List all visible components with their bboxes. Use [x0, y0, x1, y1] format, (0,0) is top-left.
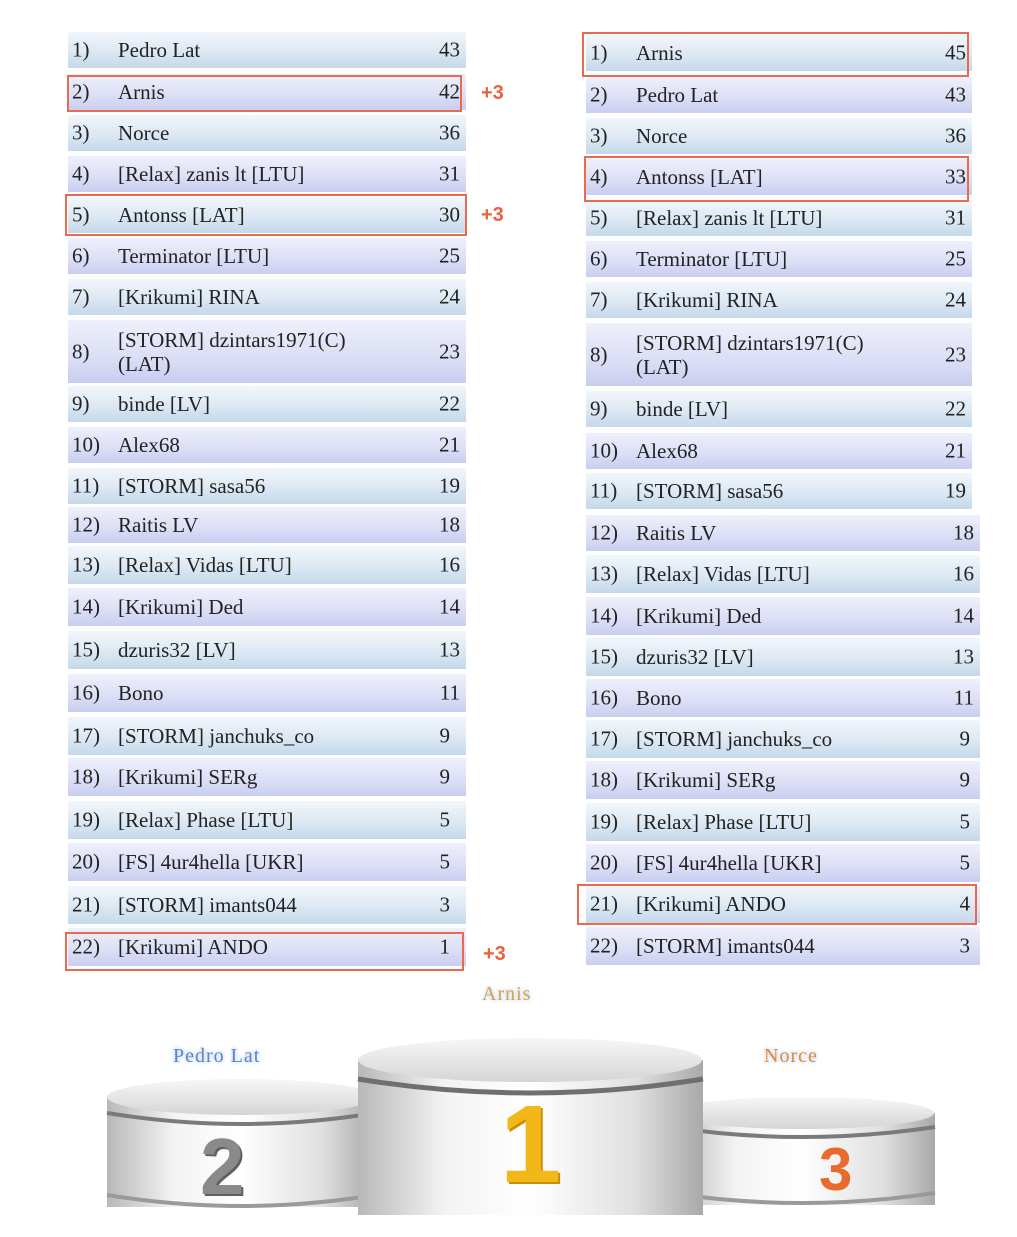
- player-name-cell: [Relax] zanis lt [LTU]: [118, 162, 305, 186]
- rank-cell: 14): [590, 603, 618, 628]
- rank-cell: 8): [72, 339, 90, 363]
- player-name-cell: [Relax] Phase [LTU]: [636, 810, 812, 834]
- player-name-cell: [Relax] zanis lt [LTU]: [636, 206, 823, 230]
- rank-cell: 12): [590, 520, 618, 545]
- player-name-cell: Arnis: [636, 41, 683, 65]
- score-cell: 31: [945, 205, 966, 230]
- table-row: [68, 279, 466, 315]
- table-row: [68, 238, 466, 274]
- highlight-box: [65, 194, 467, 236]
- rank-cell: 21): [72, 892, 100, 917]
- rank-cell: 9): [590, 396, 608, 421]
- score-cell: 5: [959, 809, 970, 834]
- table-row: [586, 323, 972, 386]
- score-cell: 36: [439, 120, 460, 145]
- player-name-cell: Norce: [118, 121, 170, 145]
- rank-cell: 9): [72, 391, 90, 416]
- score-cell: 16: [953, 561, 974, 586]
- table-row: [68, 320, 466, 383]
- player-name-cell: [STORM] sasa56: [118, 474, 266, 498]
- rank-cell: 22): [590, 933, 618, 958]
- rank-cell: 17): [590, 726, 618, 751]
- table-row: [586, 391, 972, 427]
- player-name-cell: Bono: [636, 686, 682, 710]
- score-cell: 14: [439, 594, 460, 619]
- player-name-cell: [Krikumi] ANDO: [118, 935, 268, 959]
- score-cell: 13: [439, 637, 460, 662]
- score-cell: 23: [439, 339, 460, 363]
- rank-cell: 19): [72, 807, 100, 832]
- score-cell: 42: [439, 79, 460, 104]
- rank-cell: 6): [72, 243, 90, 268]
- highlight-box: [577, 884, 977, 925]
- table-row: [68, 588, 466, 626]
- score-cell: 43: [439, 37, 460, 62]
- score-cell: 22: [945, 396, 966, 421]
- player-name-cell: [Krikumi] RINA: [636, 288, 778, 312]
- rank-cell: 2): [590, 82, 608, 107]
- rank-cell: 19): [590, 809, 618, 834]
- table-row: [68, 507, 466, 543]
- player-name-cell: Bono: [118, 681, 164, 705]
- rank-cell: 2): [72, 79, 90, 104]
- rank-cell: 1): [590, 40, 608, 65]
- rank-cell: 13): [72, 552, 100, 577]
- table-row: [68, 843, 466, 881]
- table-row: [586, 638, 980, 676]
- rank-cell: 13): [590, 561, 618, 586]
- score-cell: 9: [959, 726, 970, 751]
- rank-cell: 5): [590, 205, 608, 230]
- player-name-cell: [STORM] imants044: [118, 893, 297, 917]
- player-name-cell: [STORM] dzintars1971(C) (LAT): [636, 330, 864, 379]
- podium: [105, 1035, 940, 1215]
- score-cell: 24: [945, 287, 966, 312]
- rank-cell: 21): [590, 891, 618, 916]
- rank-cell: 6): [590, 246, 608, 271]
- podium-numeral-3: 3: [819, 1136, 853, 1203]
- score-cell: 19: [945, 478, 966, 503]
- score-cell: 4: [959, 891, 970, 916]
- rank-cell: 22): [72, 934, 100, 959]
- score-cell: 5: [439, 849, 450, 874]
- rank-cell: 12): [72, 512, 100, 537]
- bonus-label: +3: [481, 204, 504, 226]
- player-name-cell: [Relax] Phase [LTU]: [118, 808, 294, 832]
- table-row: [586, 761, 980, 799]
- table-row: [586, 118, 972, 154]
- table-row: [586, 803, 980, 841]
- player-name-cell: [STORM] sasa56: [636, 479, 784, 503]
- rank-cell: 15): [590, 644, 618, 669]
- score-cell: 31: [439, 161, 460, 186]
- score-cell: 13: [953, 644, 974, 669]
- score-cell: 16: [439, 552, 460, 577]
- highlight-box: [65, 932, 464, 971]
- score-cell: 22: [439, 391, 460, 416]
- rank-cell: 10): [72, 432, 100, 457]
- table-row: [586, 200, 972, 236]
- rank-cell: 7): [72, 284, 90, 309]
- score-cell: 21: [945, 438, 966, 463]
- score-cell: 30: [439, 202, 460, 227]
- rank-cell: 3): [72, 120, 90, 145]
- player-name-cell: [STORM] janchuks_co: [636, 727, 833, 751]
- score-cell: 21: [439, 432, 460, 457]
- rank-cell: 20): [72, 849, 100, 874]
- score-cell: 11: [439, 680, 460, 705]
- score-cell: 23: [945, 342, 966, 366]
- rank-cell: 1): [72, 37, 90, 62]
- rank-cell: 20): [590, 850, 618, 875]
- table-row: [586, 473, 972, 509]
- player-name-cell: [Krikumi] ANDO: [636, 892, 786, 916]
- table-row: [68, 674, 466, 712]
- player-name-cell: [STORM] dzintars1971(C) (LAT): [118, 327, 346, 376]
- player-name-cell: [Krikumi] SERg: [118, 765, 258, 789]
- rank-cell: 7): [590, 287, 608, 312]
- table-row: [68, 546, 466, 584]
- rank-cell: 16): [590, 685, 618, 710]
- player-name-cell: [Relax] Vidas [LTU]: [118, 553, 292, 577]
- score-cell: 33: [945, 164, 966, 189]
- score-cell: 18: [439, 512, 460, 537]
- table-row: [68, 156, 466, 192]
- player-name-cell: Arnis: [118, 80, 165, 104]
- score-cell: 25: [439, 243, 460, 268]
- podium-third-step: [670, 1097, 935, 1205]
- table-row: [586, 282, 972, 318]
- player-name-cell: Alex68: [118, 433, 180, 457]
- score-cell: 45: [945, 40, 966, 65]
- bonus-label: +3: [481, 82, 504, 104]
- table-row: [586, 720, 980, 758]
- score-cell: 14: [953, 603, 974, 628]
- rank-cell: 8): [590, 342, 608, 366]
- player-name-cell: binde [LV]: [118, 392, 210, 416]
- rank-cell: 4): [590, 164, 608, 189]
- player-name-cell: Raitis LV: [118, 513, 199, 537]
- table-row: [68, 32, 466, 68]
- player-name-cell: Pedro Lat: [636, 83, 719, 107]
- table-row: [586, 927, 980, 965]
- score-cell: 1: [439, 934, 450, 959]
- highlight-box: [582, 32, 969, 77]
- player-name-cell: dzuris32 [LV]: [118, 638, 236, 662]
- podium-numeral-2: 2: [200, 1122, 245, 1211]
- table-row: [68, 758, 466, 796]
- player-name-cell: [Krikumi] SERg: [636, 768, 776, 792]
- table-row: [68, 801, 466, 839]
- player-name-cell: Terminator [LTU]: [118, 244, 270, 268]
- score-cell: 36: [945, 123, 966, 148]
- player-name-cell: [Krikumi] Ded: [636, 604, 762, 628]
- table-row: [68, 717, 466, 755]
- rank-cell: 18): [72, 764, 100, 789]
- rank-cell: 11): [590, 478, 618, 503]
- score-cell: 43: [945, 82, 966, 107]
- table-row: [586, 77, 972, 113]
- rank-cell: 15): [72, 637, 100, 662]
- rank-cell: 17): [72, 723, 100, 748]
- podium-second-name: Pedro Lat: [173, 1045, 261, 1067]
- rank-cell: 14): [72, 594, 100, 619]
- highlight-box: [584, 156, 969, 202]
- player-name-cell: [STORM] imants044: [636, 934, 815, 958]
- table-row: [68, 468, 466, 504]
- table-row: [586, 241, 972, 277]
- table-row: [68, 886, 466, 924]
- player-name-cell: [FS] 4ur4hella [UKR]: [118, 850, 304, 874]
- table-row: [68, 115, 466, 151]
- player-name-cell: Antonss [LAT]: [118, 203, 245, 227]
- player-name-cell: [Krikumi] RINA: [118, 285, 260, 309]
- player-name-cell: [Relax] Vidas [LTU]: [636, 562, 810, 586]
- score-cell: 9: [439, 723, 450, 748]
- score-cell: 5: [959, 850, 970, 875]
- table-row: [586, 555, 980, 593]
- table-row: [68, 427, 466, 463]
- table-row: [68, 631, 466, 669]
- score-cell: 5: [439, 807, 450, 832]
- player-name-cell: dzuris32 [LV]: [636, 645, 754, 669]
- table-row: [586, 597, 980, 635]
- table-row: [586, 433, 972, 469]
- rank-cell: 10): [590, 438, 618, 463]
- podium-third-name: Norce: [764, 1045, 818, 1067]
- table-row: [586, 679, 980, 717]
- player-name-cell: Norce: [636, 124, 688, 148]
- score-cell: 25: [945, 246, 966, 271]
- score-cell: 9: [439, 764, 450, 789]
- player-name-cell: binde [LV]: [636, 397, 728, 421]
- player-name-cell: [Krikumi] Ded: [118, 595, 244, 619]
- highlight-box: [67, 75, 462, 112]
- player-name-cell: Raitis LV: [636, 521, 717, 545]
- bonus-label: +3: [483, 943, 506, 965]
- player-name-cell: Pedro Lat: [118, 38, 201, 62]
- score-cell: 24: [439, 284, 460, 309]
- rank-cell: 18): [590, 767, 618, 792]
- player-name-cell: Terminator [LTU]: [636, 247, 788, 271]
- table-row: [68, 386, 466, 422]
- score-cell: 3: [959, 933, 970, 958]
- podium-numeral-1: 1: [500, 1083, 562, 1206]
- player-name-cell: Alex68: [636, 439, 698, 463]
- rank-cell: 16): [72, 680, 100, 705]
- rank-cell: 5): [72, 202, 90, 227]
- score-cell: 18: [953, 520, 974, 545]
- player-name-cell: Antonss [LAT]: [636, 165, 763, 189]
- table-row: [586, 844, 980, 882]
- rank-cell: 3): [590, 123, 608, 148]
- score-cell: 11: [953, 685, 974, 710]
- podium-first-name: Arnis: [482, 983, 532, 1005]
- table-row: [586, 515, 980, 551]
- rank-cell: 11): [72, 473, 100, 498]
- rank-cell: 4): [72, 161, 90, 186]
- score-cell: 3: [439, 892, 450, 917]
- score-cell: 19: [439, 473, 460, 498]
- player-name-cell: [STORM] janchuks_co: [118, 724, 315, 748]
- player-name-cell: [FS] 4ur4hella [UKR]: [636, 851, 822, 875]
- score-cell: 9: [959, 767, 970, 792]
